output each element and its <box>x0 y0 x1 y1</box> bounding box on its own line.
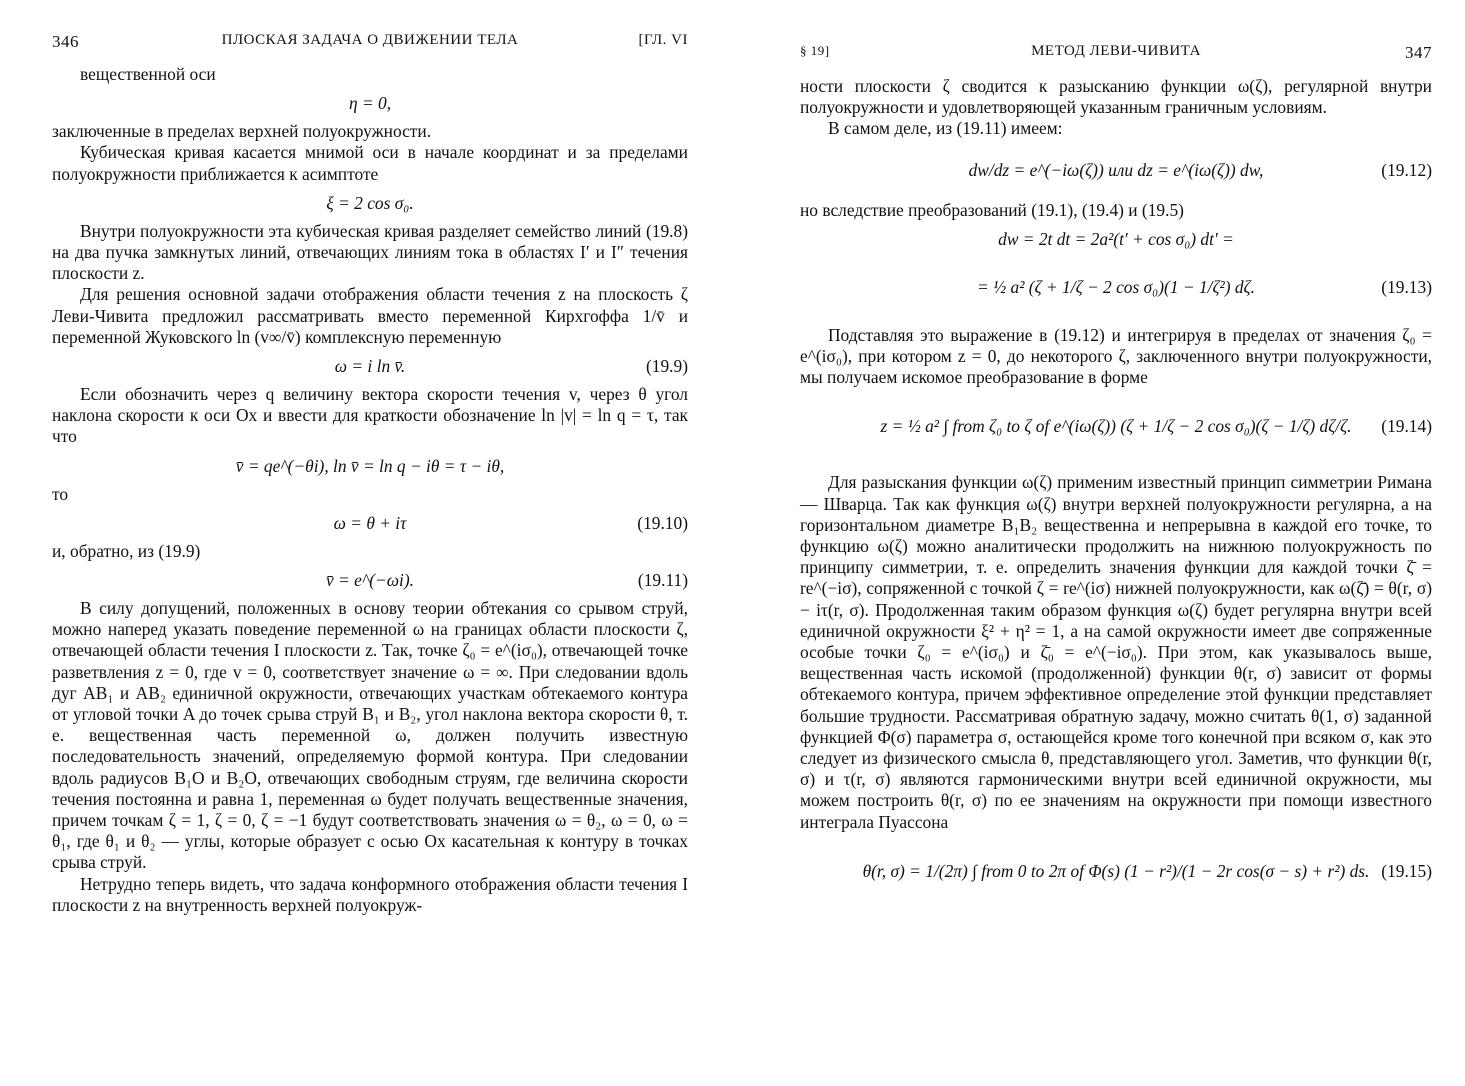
text-line: вещественной оси <box>80 64 216 84</box>
equation-body: = ½ a² (ζ + 1/ζ − 2 cos σ₀)(1 − 1/ζ²) dζ. <box>977 276 1255 297</box>
equation-body: ω = i ln v̄. <box>334 356 406 377</box>
equation-number: (19.10) <box>637 512 688 533</box>
equation-body: dw/dz = e^(−iω(ζ)) или dz = e^(iω(ζ)) dw, <box>968 159 1264 180</box>
paragraph: В силу допущений, положенных в основу теории обтекания со срывом струй, можно наперед указать поведение переменной ω на границах области плоскости ζ, отвечающей области течения I плоскости z. Так, точке ζ₀ = e^(iσ₀), отвечающей точке разветвления z = 0, где v = 0, соответствует значение ω = ∞. При следовании вдоль дуг AB₁ и AB₂ единичной окружности, отвечающих участкам обтекаемого контура от угловой точки A до точек срыва струй B₁ и B₂, угол наклона вектора скорости θ, т. е. вещественная часть переменной ω, должен получить известную последовательность значений, определяемую формой контура. При следовании вдоль радиусов B₁O и B₂O, отвечающих свободным струям, где величина скорости течения постоянна и равна 1, переменная ω будет получать вещественные значения, причем точкам ζ = 1, ζ = 0, ζ = −1 будут соответствовать значения ω = θ₂, ω = 0, ω = θ₁, где θ₁ и θ₂ — углы, которые образует с осью Ox касательная к контуру в точках срыва струй. <box>52 598 688 873</box>
running-header-left <box>52 32 688 54</box>
page-number: 346 <box>52 32 79 51</box>
equation-19-11 <box>52 562 688 598</box>
equation: ξ = 2 cos σ₀. <box>326 192 414 213</box>
paragraph: Для разыскания функции ω(ζ) применим известный принцип симметрии Римана — Шварца. Так как функция ω(ζ) внутри верхней полуокружности регулярна, а на горизонтальном диаметре B₁B₂ вещественна и непрерывна в каждой его точке, то функцию ω(ζ) можно аналитически продолжить на нижнюю полуокружность по принципу симметрии, т. е. определить значения функции для каждой точки ζ̄ = re^(−iσ), сопряженной с точкой ζ = re^(iσ) нижней полуокружности, как ω(ζ̄) = θ(r, σ) − iτ(r, σ). Продолженная таким образом функция ω(ζ) будет регулярна внутри всей единичной окружности ξ² + η² = 1, а на самой окружности имеет две сопряженные особые точки ζ₀ = e^(iσ₀) и ζ̄₀ = e^(−iσ₀). При этом, как указывалось выше, вещественная часть искомой (продолженной) функции θ(r, σ) зависит от формы обтекаемого контура, причем эффективное определение этой функции представляет большие трудности. Рассматривая обратную задачу, можно считать θ(1, σ) заданной функцией Φ(σ) параметра σ, остающейся кроме того конечной при всяком σ, как это следует из физического смысла θ, представляющего угол. Заметив, что функции θ(r, σ) и τ(r, σ) являются гармоническими внутри всей единичной окружности, мы можем построить θ(r, σ) по ее значениям на окружности при помощи известного интеграла Пуассона <box>800 472 1432 832</box>
equation-number: (19.9) <box>645 356 688 377</box>
text-line: и, обратно, из (19.9) <box>52 540 201 561</box>
equation-19-14 <box>800 388 1432 464</box>
equation: v̄ = qe^(−θi), ln v̄ = ln q − iθ = τ − iθ, <box>235 455 505 476</box>
page-number: 347 <box>1405 43 1432 62</box>
equation-19-9 <box>52 348 688 384</box>
equation: dw = 2t dt = 2a²(t′ + cos σ₀) dt′ = <box>998 228 1234 249</box>
paragraph: Для решения основной задачи отображения области течения z на плоскость ζ Леви-Чивита предложил рассматривать вместо переменной Кирхгоффа 1/v̄ и переменной Жуковского ln (v∞/v̄) комплексную переменную <box>52 284 688 347</box>
section-label: § 19] <box>800 43 830 58</box>
right-page-body <box>800 76 1432 909</box>
text-line: заключенные в пределах верхней полуокружности. <box>52 121 432 142</box>
equation-body: v̄ = e^(−ωi). <box>326 570 414 591</box>
equation-number: (19.13) <box>1381 276 1432 297</box>
left-page <box>52 0 688 1086</box>
text-line: то <box>52 483 69 504</box>
running-title: ПЛОСКАЯ ЗАДАЧА О ДВИЖЕНИИ ТЕЛА <box>221 32 519 48</box>
equation-number: (19.14) <box>1381 416 1432 437</box>
paragraph: но вследствие преобразований (19.1), (19.4) и (19.5) <box>800 199 1184 220</box>
equation-number: (19.11) <box>637 570 688 591</box>
equation-19-15 <box>800 833 1432 909</box>
equation-19-10 <box>52 505 688 541</box>
running-header-right <box>800 43 1432 65</box>
equation-body: θ(r, σ) = 1/(2π) ∫ from 0 to 2π of Φ(s) (1 − r²)/(1 − 2r cos(σ − s) + r²) ds. <box>862 860 1370 881</box>
paragraph: Кубическая кривая касается мнимой оси в начале координат и за пределами полуокружности приближается к асимптоте <box>52 142 688 184</box>
paragraph: В самом деле, из (19.11) имеем: <box>828 118 1063 139</box>
right-page <box>800 0 1432 1086</box>
equation-number: (19.15) <box>1381 860 1432 881</box>
spacer <box>800 317 1432 325</box>
equation-body: z = ½ a² ∫ from ζ₀ to ζ of e^(iω(ζ)) (ζ + 1/ζ − 2 cos σ₀)(ζ − 1/ζ) dζ/ζ. <box>880 416 1352 437</box>
paragraph: Если обозначить через q величину вектора скорости течения v, через θ угол наклона скорости к оси Ox и ввести для краткости обозначение ln |v| = ln q = τ, так что <box>52 384 688 447</box>
equation: η = 0, <box>348 93 392 114</box>
running-title: МЕТОД ЛЕВИ-ЧИВИТА <box>1031 43 1201 59</box>
paragraph: Нетрудно теперь видеть, что задача конформного отображения области течения I плоскости z на внутренность верхней полуокруж- <box>52 873 688 915</box>
equation-19-13 <box>800 257 1432 317</box>
equation-body: ω = θ + iτ <box>333 512 407 533</box>
chapter-label: [ГЛ. VI <box>638 32 688 48</box>
paragraph: ности плоскости ζ сводится к разысканию функции ω(ζ), регулярной внутри полуокружности и удовлетворяющей указанным граничным условиям. <box>800 76 1432 118</box>
equation-19-12 <box>800 140 1432 200</box>
paragraph: Подставляя это выражение в (19.12) и интегрируя в пределах от значения ζ₀ = e^(iσ₀), при котором z = 0, до некоторого ζ, заключенного внутри полуокружности, мы получаем искомое преобразование в форме <box>800 324 1432 388</box>
paragraph: Внутри полуокружности эта кубическая кривая разделяет семейство линий (19.8) на два пучка замкнутых линий, отвечающих линиям тока в областях I′ и I″ течения плоскости z. <box>52 220 688 284</box>
left-page-body <box>52 64 688 916</box>
equation-number: (19.12) <box>1381 159 1432 180</box>
spacer <box>800 464 1432 472</box>
